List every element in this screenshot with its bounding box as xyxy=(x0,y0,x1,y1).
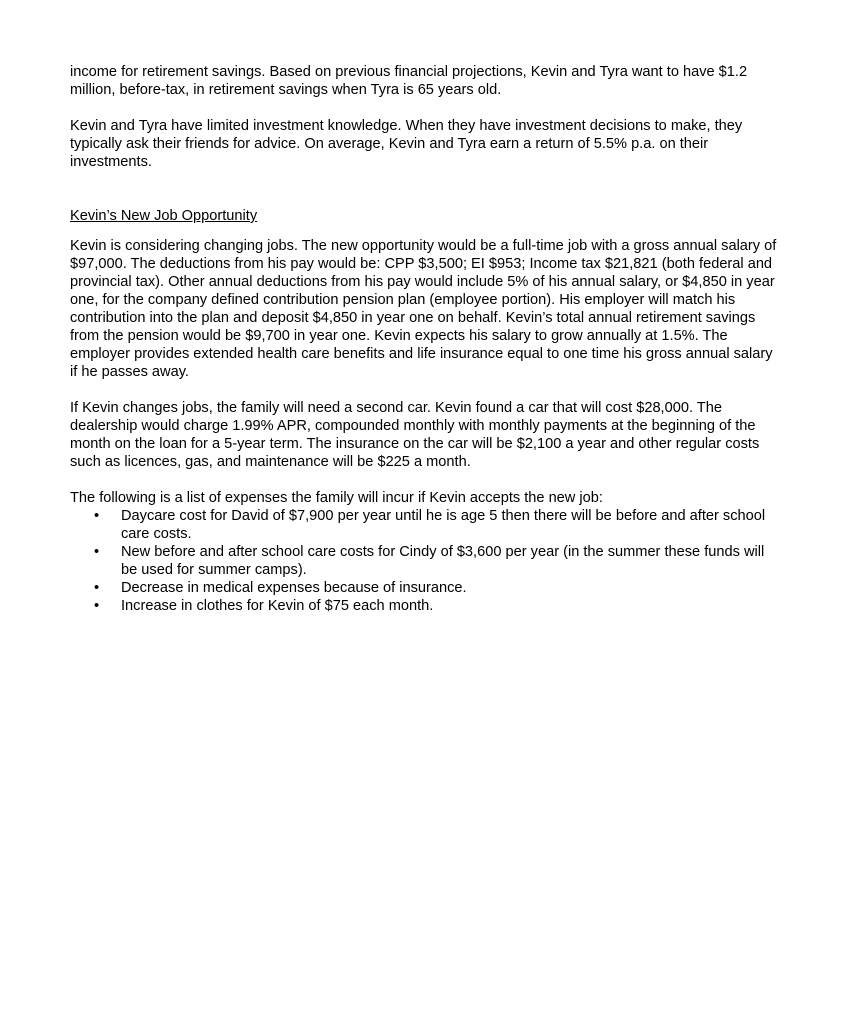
list-item xyxy=(70,597,782,615)
bullet-icon: • xyxy=(94,598,100,614)
expense-list-intro: The following is a list of expenses the family will incur if Kevin accepts the new job: xyxy=(70,490,603,506)
intro-paragraph-retirement: income for retirement savings. Based on previous financial projections, Kevin and Tyra want to have $1.2 million, before-tax, in retirement savings when Tyra is 65 years old. xyxy=(70,64,748,98)
list-item-text: Daycare cost for David of $7,900 per year until he is age 5 then there will be before and after school care costs. xyxy=(121,508,766,542)
expense-list xyxy=(70,507,782,615)
document-page xyxy=(70,63,782,615)
job-opportunity-paragraph: Kevin is considering changing jobs. The new opportunity would be a full-time job with a gross annual salary of $97,000. The deductions from his pay would be: CPP $3,500; EI $953; Income tax $21,821 (both federal and provincial tax). Other annual deductions from his pay would include 5% of his annual salary, or $4,850 in year one, for the company defined contribution pension plan (employee portion). His employer will match his contribution into the plan and deposit $4,850 in year one on behalf. Kevin’s total annual retirement savings from the pension would be $9,700 in year one. Kevin expects his salary to grow annually at 1.5%. The employer provides extended health care benefits and life insurance equal to one time his gross annual salary if he passes away. xyxy=(70,238,777,380)
list-item xyxy=(70,543,782,579)
bullet-icon: • xyxy=(94,508,100,524)
list-item xyxy=(70,507,782,543)
bullet-icon: • xyxy=(94,580,100,596)
list-item-text: Decrease in medical expenses because of insurance. xyxy=(121,580,467,596)
section-heading: Kevin’s New Job Opportunity xyxy=(70,208,258,224)
bullet-icon: • xyxy=(94,544,100,560)
intro-paragraph-investment: Kevin and Tyra have limited investment knowledge. When they have investment decisions to make, they typically ask their friends for advice. On average, Kevin and Tyra earn a return of 5.5% p.a. on their investments. xyxy=(70,118,743,170)
list-item-text: Increase in clothes for Kevin of $75 each month. xyxy=(121,598,434,614)
list-item xyxy=(70,579,782,597)
list-item-text: New before and after school care costs for Cindy of $3,600 per year (in the summer these funds will be used for summer camps). xyxy=(121,544,765,578)
second-car-paragraph: If Kevin changes jobs, the family will need a second car. Kevin found a car that will cost $28,000. The dealership would charge 1.99% APR, compounded monthly with monthly payments at the beginning of the month on the loan for a 5-year term. The insurance on the car will be $2,100 a year and other regular costs such as licences, gas, and maintenance will be $225 a month. xyxy=(70,400,760,470)
